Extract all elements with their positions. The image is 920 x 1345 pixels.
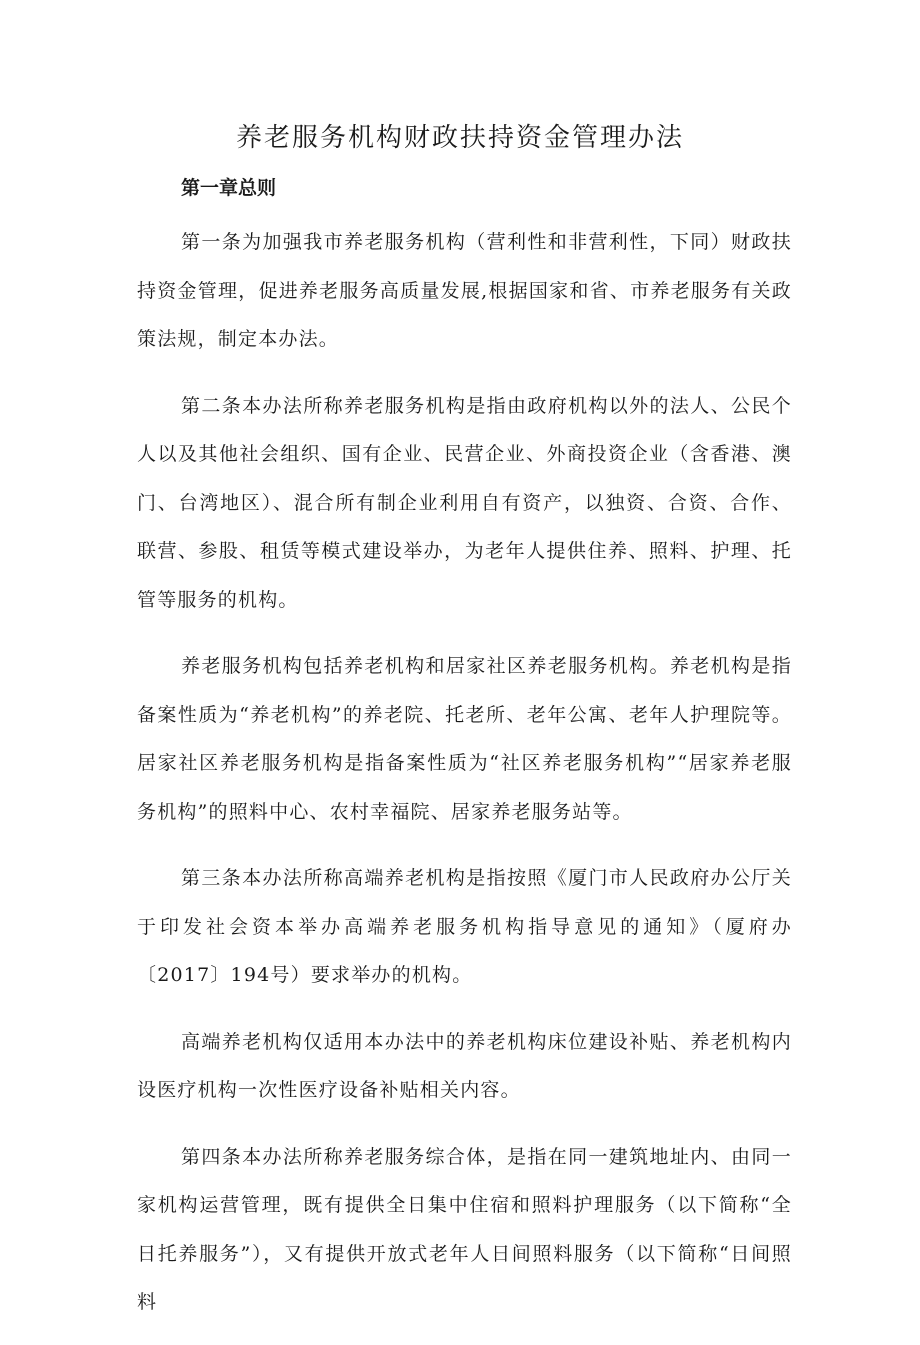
document-body <box>137 218 792 1345</box>
paragraph-article-1: 第一条为加强我市养老服务机构（营利性和非营利性，下同）财政扶持资金管理，促进养老服务高质量发展,根据国家和省、市养老服务有关政策法规，制定本办法。 <box>137 231 792 350</box>
paragraph-high-end-scope: 高端养老机构仅适用本办法中的养老机构床位建设补贴、养老机构内设医疗机构一次性医疗设备补贴相关内容。 <box>137 1030 792 1101</box>
paragraph-article-4: 第四条本办法所称养老服务综合体，是指在同一建筑地址内、由同一家机构运营管理，既有提供全日集中住宿和照料护理服务（以下简称“全日托养服务”），又有提供开放式老年人日间照料服务（以下简称“日间照料 <box>137 1145 792 1313</box>
document-title: 养老服务机构财政扶持资金管理办法 <box>235 123 684 153</box>
paragraph-institution-types: 养老服务机构包括养老机构和居家社区养老服务机构。养老机构是指备案性质为“养老机构”的养老院、托老所、老年公寓、老年人护理院等。居家社区养老服务机构是指备案性质为“社区养老服务机构”“居家养老服务机构”的照料中心、农村幸福院、居家养老服务站等。 <box>137 655 792 823</box>
paragraph-article-2: 第二条本办法所称养老服务机构是指由政府机构以外的法人、公民个人以及其他社会组织、国有企业、民营企业、外商投资企业（含香港、澳门、台湾地区）、混合所有制企业利用自有资产，以独资、合资、合作、联营、参股、租赁等模式建设举办，为老年人提供住养、照料、护理、托管等服务的机构。 <box>137 394 792 611</box>
paragraph-article-3: 第三条本办法所称高端养老机构是指按照《厦门市人民政府办公厅关于印发社会资本举办高端养老服务机构指导意见的通知》（厦府办〔2017〕194号）要求举办的机构。 <box>137 867 792 986</box>
chapter-heading: 第一章总则 <box>181 177 277 199</box>
